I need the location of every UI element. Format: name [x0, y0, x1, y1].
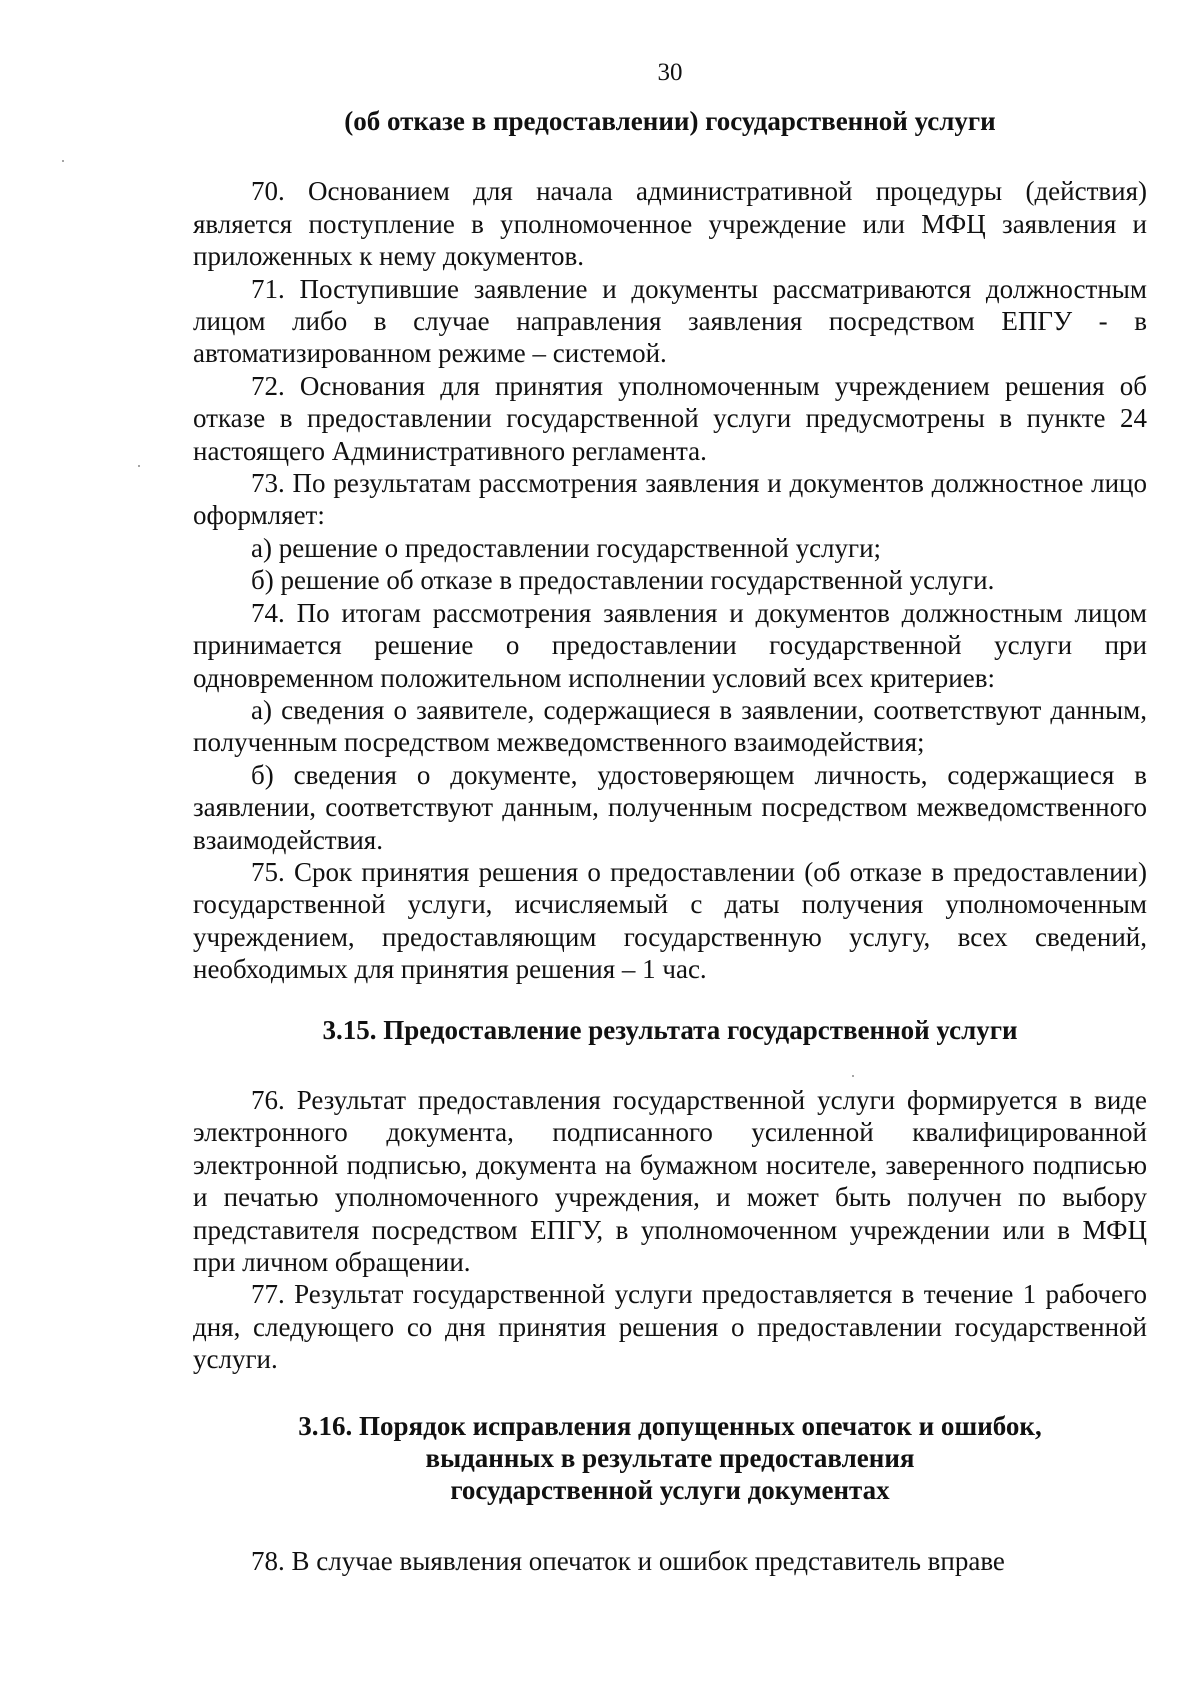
section-continuation-title: (об отказе в предоставлении) государственной услуги — [344, 106, 996, 136]
section-3-16-title-line: государственной услуги документах — [450, 1475, 890, 1506]
paragraph-71: 71. Поступившие заявление и документы рассматриваются должностным лицом либо в случае направления заявления посредством ЕПГУ - в автоматизированном режиме – системой. — [193, 273, 1147, 369]
section-continuation-body — [193, 175, 1147, 985]
scan-speck — [62, 160, 64, 162]
document-body — [193, 105, 1147, 1577]
section-3-16-body — [193, 1545, 1147, 1577]
list-item-73-a: а) решение о предоставлении государственной услуги; — [251, 532, 882, 563]
paragraph-73: 73. По результатам рассмотрения заявления и документов должностное лицо оформляет: — [193, 468, 1147, 531]
scan-speck — [138, 465, 140, 467]
paragraph-70: 70. Основанием для начала административной процедуры (действия) является поступление в уполномоченное учреждение или МФЦ заявления и приложенных к нему документов. — [193, 176, 1147, 272]
paragraph-72: 72. Основания для принятия уполномоченным учреждением решения об отказе в предоставлении государственной услуги предусмотрены в пункте 24 настоящего Административного регламента. — [193, 370, 1147, 466]
paragraph-75: 75. Срок принятия решения о предоставлении (об отказе в предоставлении) государственной услуги, исчисляемый с даты получения уполномоченным учреждением, предоставляющим государственную услугу, всех сведений, необходимых для принятия решения – 1 час. — [193, 856, 1147, 985]
section-3-15-title: 3.15. Предоставление результата государственной услуги — [322, 1014, 1018, 1045]
list-item-74-a: а) сведения о заявителе, содержащиеся в заявлении, соответствуют данным, полученным посредством межведомственного взаимодействия; — [193, 694, 1147, 758]
list-item-74-b: б) сведения о документе, удостоверяющем личность, содержащиеся в заявлении, соответствуют данным, полученным посредством межведомственного взаимодействия. — [193, 759, 1147, 855]
paragraph-76: 76. Результат предоставления государственной услуги формируется в виде электронного документа, подписанного усиленной квалифицированной электронной подписью, документа на бумажном носителе, заверенного подписью и печатью уполномоченного учреждения, и может быть получен по выбору представителя посредством ЕПГУ, в уполномоченном учреждении или в МФЦ при личном обращении. — [193, 1084, 1147, 1277]
section-3-16-title — [193, 1410, 1147, 1507]
paragraph-78: 78. В случае выявления опечаток и ошибок представитель вправе — [251, 1545, 1005, 1576]
section-3-16-title-line: 3.16. Порядок исправления допущенных опечаток и ошибок, — [298, 1410, 1042, 1441]
paragraph-77: 77. Результат государственной услуги предоставляется в течение 1 рабочего дня, следующего со дня принятия решения о предоставлении государственной услуги. — [193, 1279, 1147, 1375]
paragraph-74: 74. По итогам рассмотрения заявления и документов должностным лицом принимается решение о предоставлении государственной услуги при одновременном положительном исполнении условий всех критериев: — [193, 597, 1147, 693]
list-item-73-b: б) решение об отказе в предоставлении государственной услуги. — [251, 565, 995, 596]
section-3-16-title-line: выданных в результате предоставления — [425, 1443, 915, 1474]
section-3-15-body — [193, 1084, 1147, 1376]
page-number: 30 — [657, 59, 683, 86]
